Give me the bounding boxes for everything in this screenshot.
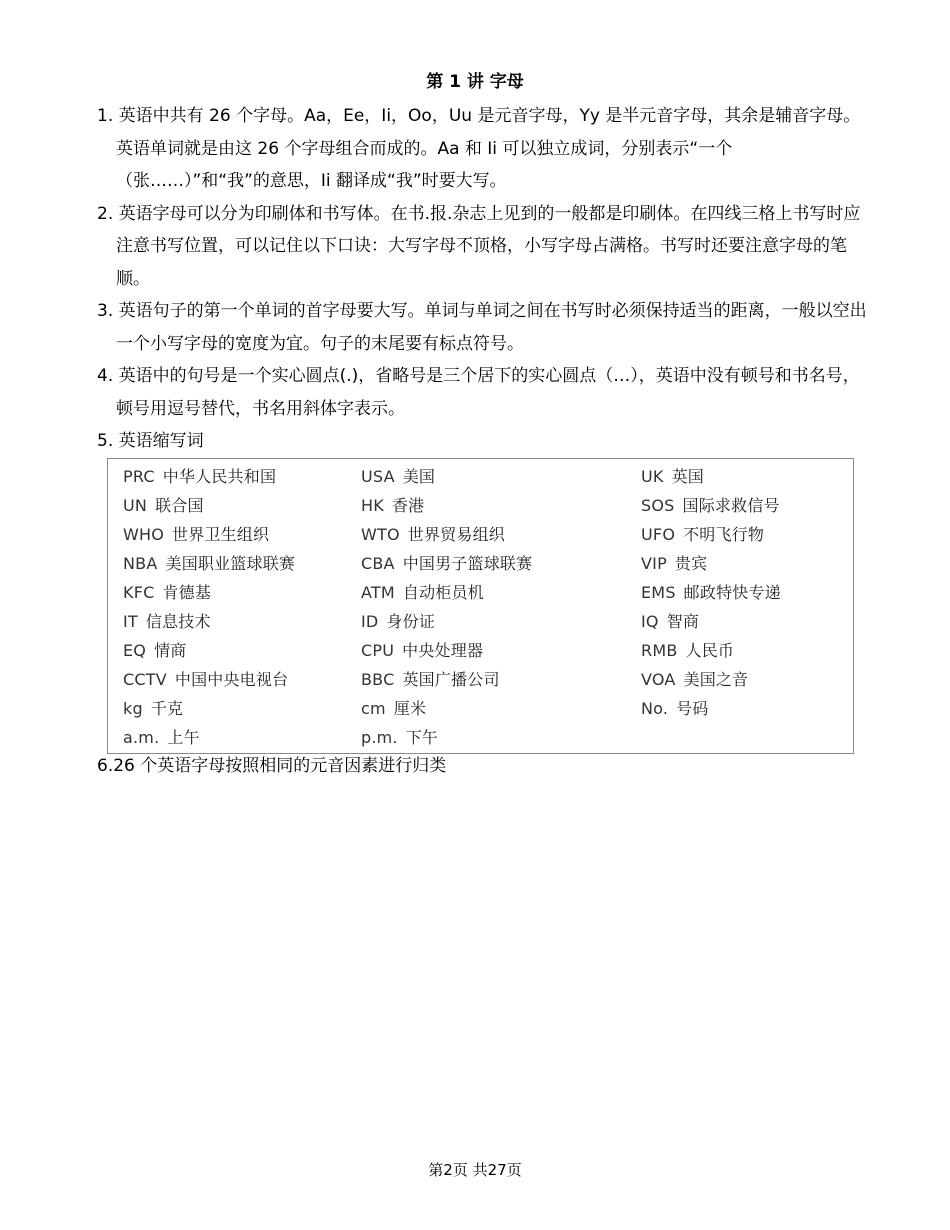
abbreviation-cell [108, 464, 361, 487]
paragraph-4: 4. 英语中的句号是一个实心圆点(.)，省略号是三个居下的实心圆点（…），英语中没有顿号和书名号，顿号用逗号替代，书名用斜体字表示。 [97, 366, 860, 419]
abbreviation-code: WTO [361, 524, 400, 544]
abbreviation-cell [641, 522, 851, 545]
table-row [108, 664, 853, 693]
abbreviation-code: a.m. [123, 727, 160, 747]
abbreviation-meaning: 中国男子篮球联赛 [402, 553, 533, 573]
abbreviation-meaning: 智商 [666, 611, 700, 631]
abbreviation-meaning: 美国职业篮球联赛 [165, 553, 296, 573]
abbreviation-code: USA [361, 466, 395, 486]
abbreviation-cell [108, 725, 361, 748]
abbreviation-meaning: 美国 [402, 466, 436, 486]
abbreviation-code: RMB [641, 640, 678, 660]
abbreviation-meaning: 中央处理器 [402, 640, 484, 660]
abbreviation-code: PRC [123, 466, 155, 486]
paragraph-5-heading: 5. 英语缩写词 [97, 431, 204, 451]
abbreviation-meaning: 国际求救信号 [682, 495, 780, 515]
abbreviation-cell [641, 696, 851, 719]
abbreviation-meaning: 不明飞行物 [683, 524, 765, 544]
abbreviation-meaning: 身份证 [386, 611, 436, 631]
abbreviation-code: UK [641, 466, 664, 486]
table-row [108, 722, 853, 751]
table-row [108, 490, 853, 519]
abbreviation-meaning: 信息技术 [145, 611, 211, 631]
abbreviation-code: ATM [361, 582, 395, 602]
abbreviation-code: UFO [641, 524, 676, 544]
abbreviation-meaning: 世界卫生组织 [172, 524, 270, 544]
abbreviation-cell [641, 609, 851, 632]
table-row [108, 635, 853, 664]
abbreviation-cell [641, 580, 851, 603]
abbreviation-code: HK [361, 495, 384, 515]
abbreviation-cell [108, 667, 361, 690]
abbreviation-cell [361, 638, 641, 661]
abbreviation-cell [641, 551, 851, 574]
abbreviation-code: p.m. [361, 727, 398, 747]
abbreviation-cell [108, 551, 361, 574]
abbreviation-meaning: 香港 [391, 495, 425, 515]
abbreviation-code: No. [641, 698, 669, 718]
abbreviation-cell [361, 696, 641, 719]
abbreviation-cell [361, 493, 641, 516]
paragraph-1: 1. 英语中共有 26 个字母。Aa，Ee，Ii，Oo，Uu 是元音字母，Yy 是半元音字母，其余是辅音字母。英语单词就是由这 26 个字母组合而成的。Aa 和 Ii 可以独立成词，分别表示“一个（张……）”和“我”的意思，Ii 翻译成“我”时要大写。 [97, 106, 861, 191]
abbreviation-code: WHO [123, 524, 165, 544]
paragraph-2: 2. 英语字母可以分为印刷体和书写体。在书.报.杂志上见到的一般都是印刷体。在四线三格上书写时应注意书写位置，可以记住以下口诀：大写字母不顶格，小写字母占满格。书写时还要注意字母的笔顺。 [97, 203, 861, 289]
abbreviation-meaning: 贵宾 [674, 553, 708, 573]
page-title: 第 1 讲 字母 [426, 72, 524, 92]
paragraph-3: 3. 英语句子的第一个单词的首字母要大写。单词与单词之间在书写时必须保持适当的距离，一般以空出一个小写字母的宽度为宜。句子的末尾要有标点符号。 [97, 301, 867, 354]
abbreviation-code: IQ [641, 611, 659, 631]
abbreviation-code: SOS [641, 495, 675, 515]
abbreviation-meaning: 邮政特快专递 [683, 582, 781, 602]
abbreviation-meaning: 联合国 [155, 495, 204, 515]
abbreviation-cell [361, 667, 641, 690]
abbreviation-meaning: 号码 [676, 698, 709, 718]
abbreviation-code: BBC [361, 669, 395, 689]
abbreviation-cell [108, 696, 361, 719]
abbreviation-code: EQ [123, 640, 147, 660]
abbreviation-meaning: 英国 [671, 466, 705, 486]
abbreviation-meaning: 下午 [405, 727, 439, 747]
abbreviation-meaning: 情商 [154, 640, 187, 660]
abbreviation-meaning: 自动柜员机 [402, 582, 484, 602]
table-row [108, 577, 853, 606]
abbreviation-cell [361, 725, 641, 748]
abbreviation-meaning: 人民币 [685, 640, 735, 660]
abbreviation-code: UN [123, 495, 148, 515]
abbreviation-cell [108, 638, 361, 661]
abbreviation-code: VOA [641, 669, 676, 689]
table-row [108, 519, 853, 548]
table-row [108, 693, 853, 722]
abbreviation-code: IT [123, 611, 138, 631]
abbreviation-cell [361, 522, 641, 545]
abbreviation-cell [641, 493, 851, 516]
abbreviation-code: NBA [123, 553, 158, 573]
abbreviation-cell [108, 609, 361, 632]
abbreviation-cell [361, 609, 641, 632]
abbreviation-code: kg [123, 698, 143, 718]
abbreviation-meaning: 千克 [150, 698, 184, 718]
abbreviation-cell [108, 580, 361, 603]
table-row [108, 606, 853, 635]
abbreviation-meaning: 世界贸易组织 [407, 524, 505, 544]
abbreviation-cell [361, 551, 641, 574]
table-row [108, 548, 853, 577]
abbreviation-cell [361, 580, 641, 603]
abbreviation-table [107, 458, 854, 754]
abbreviation-meaning: 英国广播公司 [402, 669, 500, 689]
abbreviation-cell [641, 667, 851, 690]
abbreviation-cell [641, 638, 851, 661]
page-footer: 第2页 共27页 [428, 1161, 522, 1179]
abbreviation-code: CPU [361, 640, 395, 660]
abbreviation-code: CBA [361, 553, 395, 573]
abbreviation-cell [641, 464, 851, 487]
abbreviation-code: CCTV [123, 669, 167, 689]
abbreviation-meaning: 中国中央电视台 [174, 669, 289, 689]
abbreviation-meaning: 中华人民共和国 [162, 466, 277, 486]
abbreviation-code: EMS [641, 582, 676, 602]
paragraph-6: 6.26 个英语字母按照相同的元音因素进行归类 [97, 755, 447, 776]
abbreviation-meaning: 美国之音 [683, 669, 749, 689]
abbreviation-cell [361, 464, 641, 487]
abbreviation-code: VIP [641, 553, 667, 573]
abbreviation-meaning: 厘米 [393, 698, 427, 718]
abbreviation-cell [108, 522, 361, 545]
document-body [97, 100, 867, 778]
abbreviation-meaning: 肯德基 [162, 582, 212, 602]
table-row [108, 461, 853, 490]
abbreviation-code: ID [361, 611, 379, 631]
abbreviation-cell [108, 493, 361, 516]
abbreviation-code: KFC [123, 582, 155, 602]
abbreviation-meaning: 上午 [167, 727, 200, 747]
abbreviation-code: cm [361, 698, 386, 718]
